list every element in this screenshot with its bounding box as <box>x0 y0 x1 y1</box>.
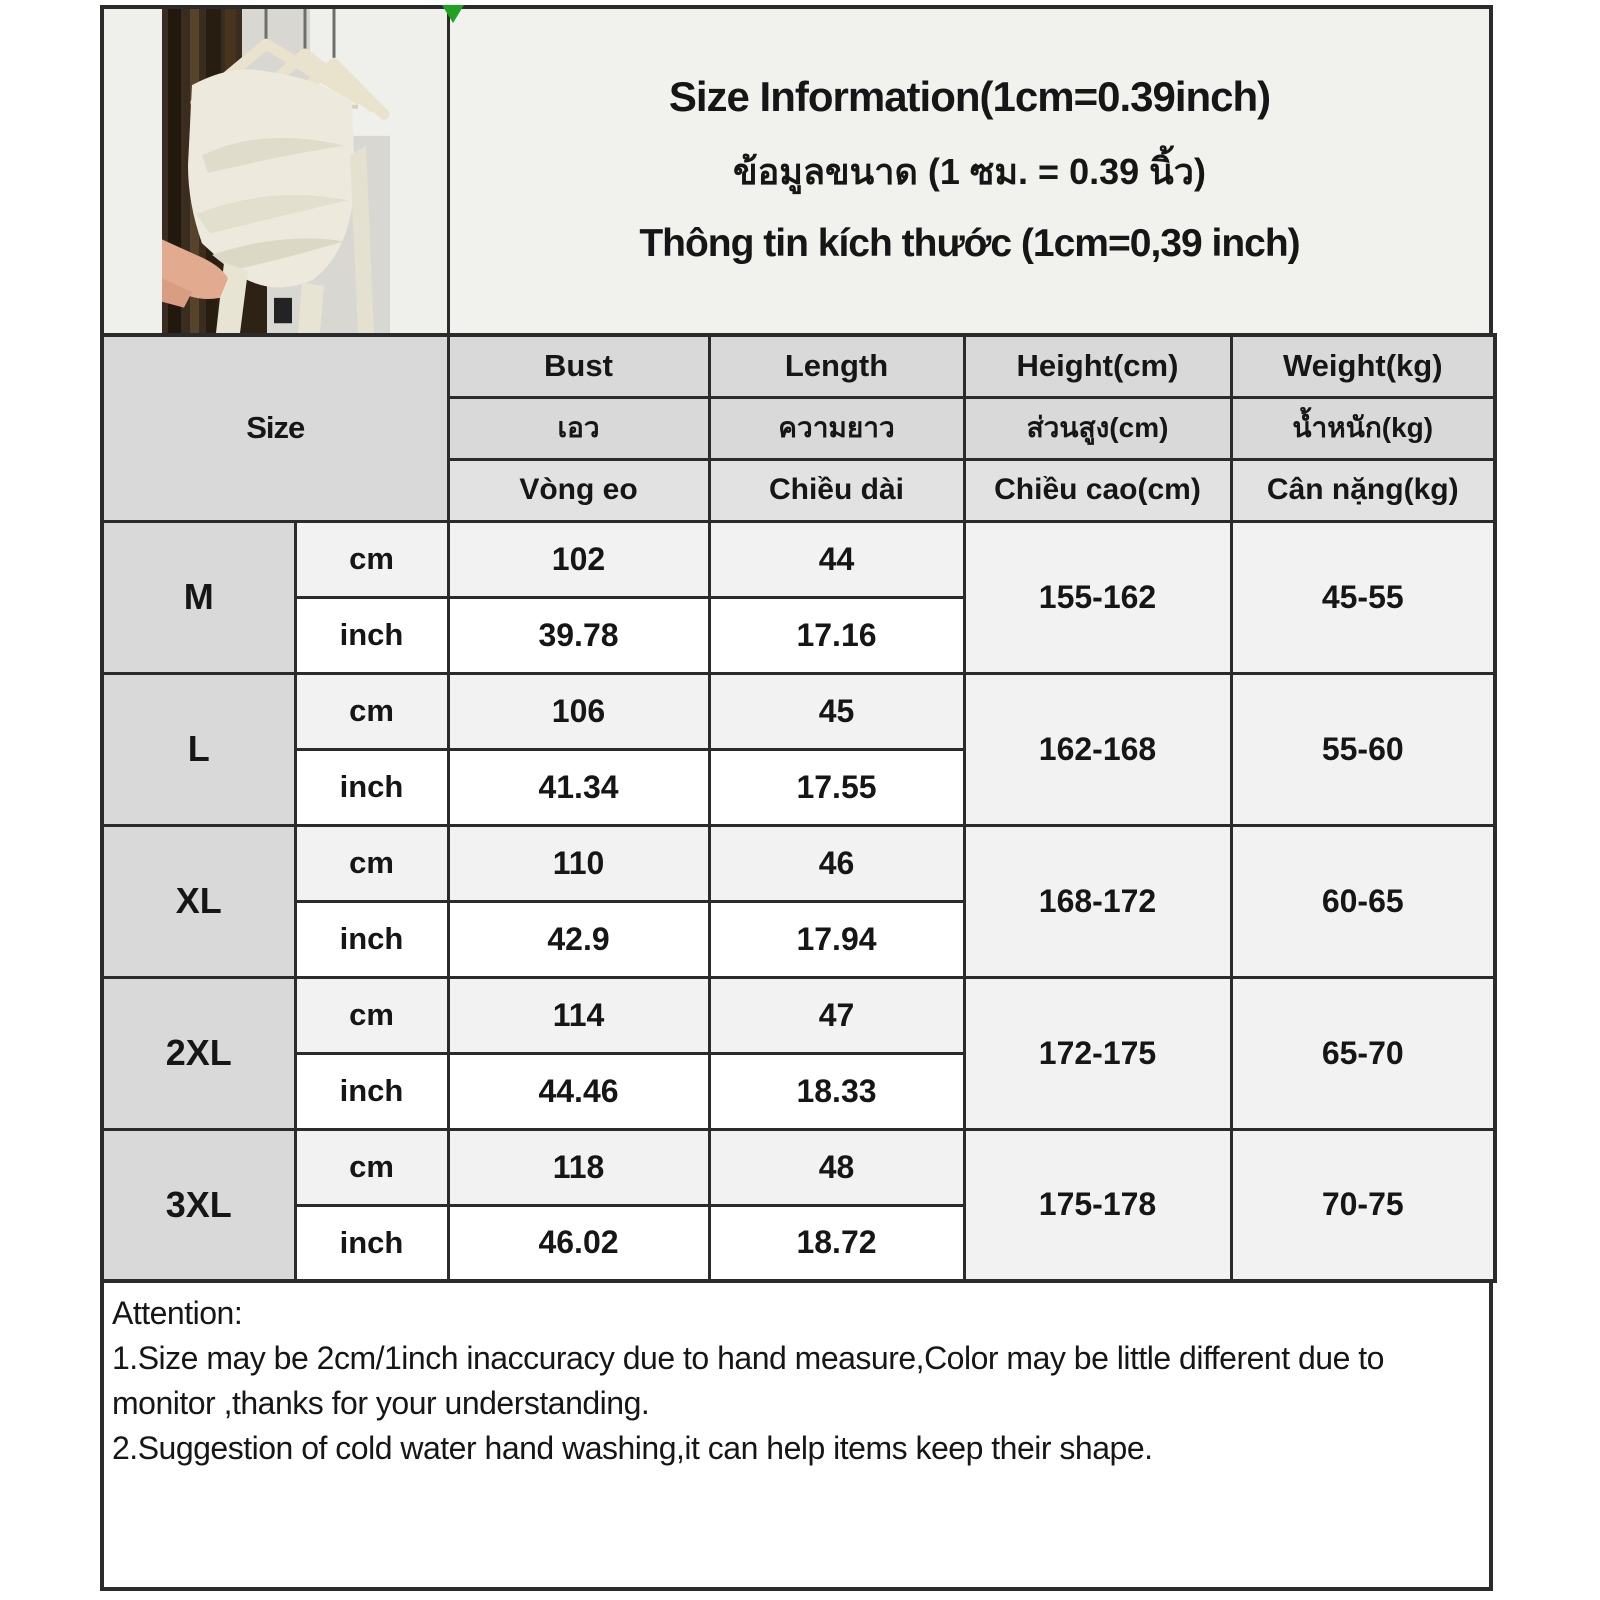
weight-range: 70-75 <box>1231 1129 1495 1281</box>
row-2xl-cm <box>102 977 1495 1053</box>
unit-inch: inch <box>295 1053 448 1129</box>
weight-range: 65-70 <box>1231 977 1495 1129</box>
top-section <box>100 5 1493 337</box>
attention-section <box>100 1279 1493 1591</box>
unit-cm: cm <box>295 521 448 597</box>
attention-note-1: 1.Size may be 2cm/1inch inaccuracy due to hand measure,Color may be little different due to monitor ,thanks for your understanding. <box>112 1340 1384 1421</box>
length-cm-value: 48 <box>709 1129 964 1205</box>
size-table <box>100 333 1497 1283</box>
attention-note-2: 2.Suggestion of cold water hand washing,it can help items keep their shape. <box>112 1430 1153 1466</box>
size-label: M <box>102 521 295 673</box>
bust-inch-value: 39.78 <box>448 597 709 673</box>
title-vietnamese: Thông tin kích thước (1cm=0,39 inch) <box>639 221 1300 265</box>
length-inch-value: 18.33 <box>709 1053 964 1129</box>
length-inch-value: 17.94 <box>709 901 964 977</box>
size-header-cell: Size <box>102 335 448 521</box>
unit-cm: cm <box>295 977 448 1053</box>
height-range: 168-172 <box>964 825 1231 977</box>
weight-range: 55-60 <box>1231 673 1495 825</box>
col-bust-th: เอว <box>448 397 709 459</box>
title-thai: ข้อมูลขนาด (1 ซม. = 0.39 นิ้ว) <box>733 150 1206 192</box>
size-label: L <box>102 673 295 825</box>
bust-inch-value: 44.46 <box>448 1053 709 1129</box>
length-cm-value: 47 <box>709 977 964 1053</box>
col-height-th: ส่วนสูง(cm) <box>964 397 1231 459</box>
unit-cm: cm <box>295 825 448 901</box>
col-weight-vi: Cân nặng(kg) <box>1231 459 1495 521</box>
unit-cm: cm <box>295 1129 448 1205</box>
size-label: 3XL <box>102 1129 295 1281</box>
bust-cm-value: 102 <box>448 521 709 597</box>
length-inch-value: 17.16 <box>709 597 964 673</box>
col-length-en: Length <box>709 335 964 397</box>
attention-label: Attention: <box>112 1295 243 1331</box>
row-3xl-cm <box>102 1129 1495 1205</box>
height-range: 155-162 <box>964 521 1231 673</box>
bust-inch-value: 42.9 <box>448 901 709 977</box>
col-length-vi: Chiều dài <box>709 459 964 521</box>
height-range: 172-175 <box>964 977 1231 1129</box>
weight-range: 60-65 <box>1231 825 1495 977</box>
length-cm-value: 45 <box>709 673 964 749</box>
unit-inch: inch <box>295 1205 448 1281</box>
product-photo-cell <box>104 9 450 333</box>
col-bust-vi: Vòng eo <box>448 459 709 521</box>
length-cm-value: 44 <box>709 521 964 597</box>
bust-cm-value: 106 <box>448 673 709 749</box>
row-m-cm <box>102 521 1495 597</box>
col-weight-en: Weight(kg) <box>1231 335 1495 397</box>
weight-range: 45-55 <box>1231 521 1495 673</box>
size-label: XL <box>102 825 295 977</box>
unit-inch: inch <box>295 901 448 977</box>
unit-cm: cm <box>295 673 448 749</box>
bust-cm-value: 114 <box>448 977 709 1053</box>
unit-inch: inch <box>295 749 448 825</box>
bust-cm-value: 110 <box>448 825 709 901</box>
col-length-th: ความยาว <box>709 397 964 459</box>
row-xl-cm <box>102 825 1495 901</box>
title-english: Size Information(1cm=0.39inch) <box>668 72 1271 120</box>
col-bust-en: Bust <box>448 335 709 397</box>
bust-inch-value: 46.02 <box>448 1205 709 1281</box>
bust-inch-value: 41.34 <box>448 749 709 825</box>
length-inch-value: 17.55 <box>709 749 964 825</box>
row-l-cm <box>102 673 1495 749</box>
col-weight-th: น้ำหนัก(kg) <box>1231 397 1495 459</box>
unit-inch: inch <box>295 597 448 673</box>
col-height-vi: Chiều cao(cm) <box>964 459 1231 521</box>
header-row-english <box>102 335 1495 397</box>
col-height-en: Height(cm) <box>964 335 1231 397</box>
title-block <box>450 9 1489 333</box>
sheet-content <box>100 5 1493 1591</box>
size-label: 2XL <box>102 977 295 1129</box>
length-cm-value: 46 <box>709 825 964 901</box>
height-range: 162-168 <box>964 673 1231 825</box>
height-range: 175-178 <box>964 1129 1231 1281</box>
product-photo <box>162 9 390 333</box>
length-inch-value: 18.72 <box>709 1205 964 1281</box>
bust-cm-value: 118 <box>448 1129 709 1205</box>
